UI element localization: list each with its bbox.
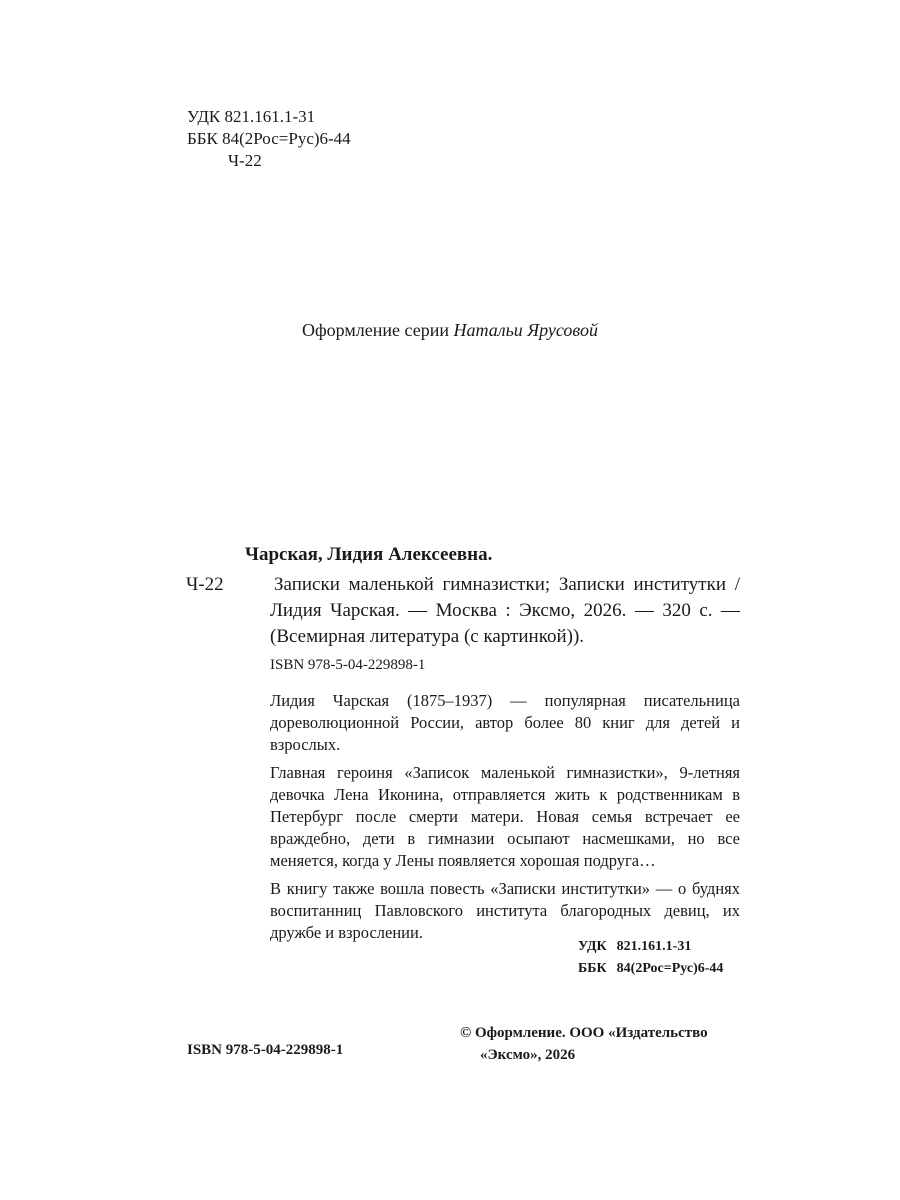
classification-codes-top	[187, 106, 351, 172]
series-designer-name: Натальи Ярусовой	[453, 320, 598, 340]
series-credit-prefix: Оформление серии	[302, 320, 454, 340]
bib-isbn: ISBN 978-5-04-229898-1	[270, 657, 426, 673]
annotation-paragraph-1: Лидия Чарская (1875–1937) — популярная писательница дореволюционной России, автор более 80 книг для детей и взрослых.	[270, 691, 740, 754]
bbk-code-bottom	[578, 958, 723, 980]
bib-author-mark: Ч-22	[186, 574, 224, 595]
annotation-paragraph-2: Главная героиня «Записок маленькой гимназистки», 9-летняя девочка Лена Иконина, отправляется жить к родственникам в Петербург после смерти матери. Новая семья встречает ее враждебно, дети в гимназии осыпают насмешками, но все меняется, когда у Лены появляется хорошая подруга…	[270, 763, 740, 870]
udk-code: УДК 821.161.1-31	[187, 107, 316, 126]
footer-isbn: ISBN 978-5-04-229898-1	[187, 1042, 344, 1058]
bib-author: Чарская, Лидия Алексеевна.	[245, 544, 493, 565]
copyright-line-1: © Оформление. ООО «Издательство	[460, 1025, 708, 1041]
series-design-credit	[0, 320, 900, 341]
author-mark: Ч-22	[228, 151, 262, 170]
udk-code-bottom	[578, 936, 723, 958]
bbk-value: 84(2Рос=Рус)6-44	[616, 961, 724, 976]
classification-codes-bottom	[578, 936, 723, 980]
copyright-line-2: «Эксмо», 2026	[480, 1047, 576, 1063]
copyright-notice	[460, 1022, 708, 1066]
annotation	[270, 690, 740, 950]
annotation-paragraph-3: В книгу также вошла повесть «Записки институтки» — о буднях воспитанниц Павловского института благородных девиц, их дружбе и взрослении.	[270, 879, 740, 942]
udk-value: 821.161.1-31	[616, 939, 692, 954]
bbk-code: ББК 84(2Рос=Рус)6-44	[187, 129, 351, 148]
bbk-label: ББК	[578, 961, 607, 976]
bib-description	[270, 572, 740, 650]
bib-description-text: Записки маленькой гимназистки; Записки институтки / Лидия Чарская. — Москва : Эксмо, 2026. — 320 с. — (Всемирная литература (с картинкой)).	[270, 574, 740, 647]
udk-label: УДК	[578, 939, 607, 954]
